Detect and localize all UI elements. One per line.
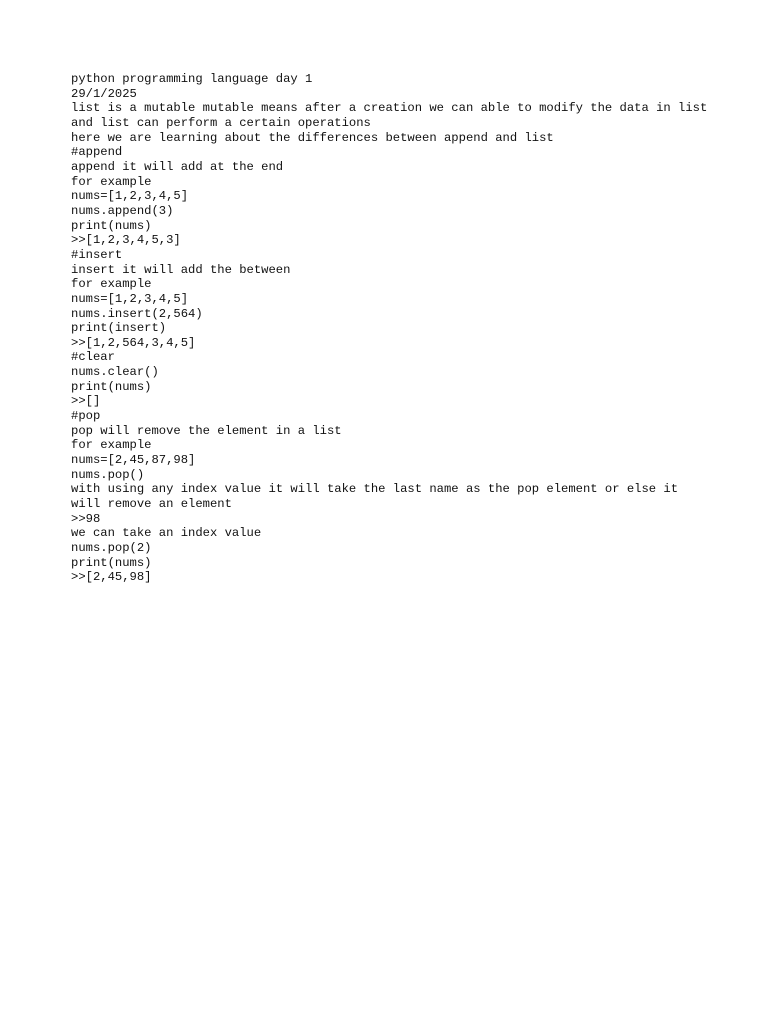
output-line: >>[] — [71, 394, 101, 409]
text-line: for example — [71, 174, 152, 189]
output-line: >>98 — [71, 511, 101, 526]
code-line: print(nums) — [71, 379, 152, 394]
section-heading-pop: #pop — [71, 409, 101, 424]
code-line: nums.insert(2,564) — [71, 306, 203, 321]
code-line: nums.clear() — [71, 365, 159, 380]
output-line: >>[1,2,3,4,5,3] — [71, 233, 181, 248]
code-line: nums.pop(2) — [71, 541, 152, 555]
code-line: nums=[2,45,87,98] — [71, 453, 196, 468]
text-line: list is a mutable mutable means after a creation we can able to modify the data in list and list can perform a certain operations — [71, 101, 715, 130]
text-line: for example — [71, 438, 152, 453]
document-date: 29/1/2025 — [71, 86, 137, 101]
text-line: for example — [71, 277, 152, 292]
code-line: nums.append(3) — [71, 203, 174, 218]
code-line: nums.pop() — [71, 467, 145, 482]
code-line: nums=[1,2,3,4,5] — [71, 189, 189, 204]
section-heading-clear: #clear — [71, 350, 115, 365]
text-line: append it will add at the end — [71, 159, 284, 174]
text-line: here we are learning about the differences between append and list — [71, 130, 554, 145]
code-line: print(nums) — [71, 218, 152, 233]
text-line: insert it will add the between — [71, 262, 291, 277]
code-line: print(nums) — [71, 555, 152, 570]
document-title: python programming language day 1 — [71, 72, 313, 86]
output-line: >>[1,2,564,3,4,5] — [71, 335, 196, 350]
text-line: with using any index value it will take the last name as the pop element or else it will remove an element — [71, 482, 686, 512]
code-line: nums=[1,2,3,4,5] — [71, 291, 189, 306]
text-line: pop will remove the element in a list — [71, 423, 342, 438]
output-line: >>[2,45,98] — [71, 570, 152, 585]
text-line: we can take an index value — [71, 526, 262, 541]
section-heading-insert: #insert — [71, 247, 123, 262]
document-body — [71, 72, 715, 585]
section-heading-append: #append — [71, 145, 123, 160]
code-line: print(insert) — [71, 321, 167, 336]
